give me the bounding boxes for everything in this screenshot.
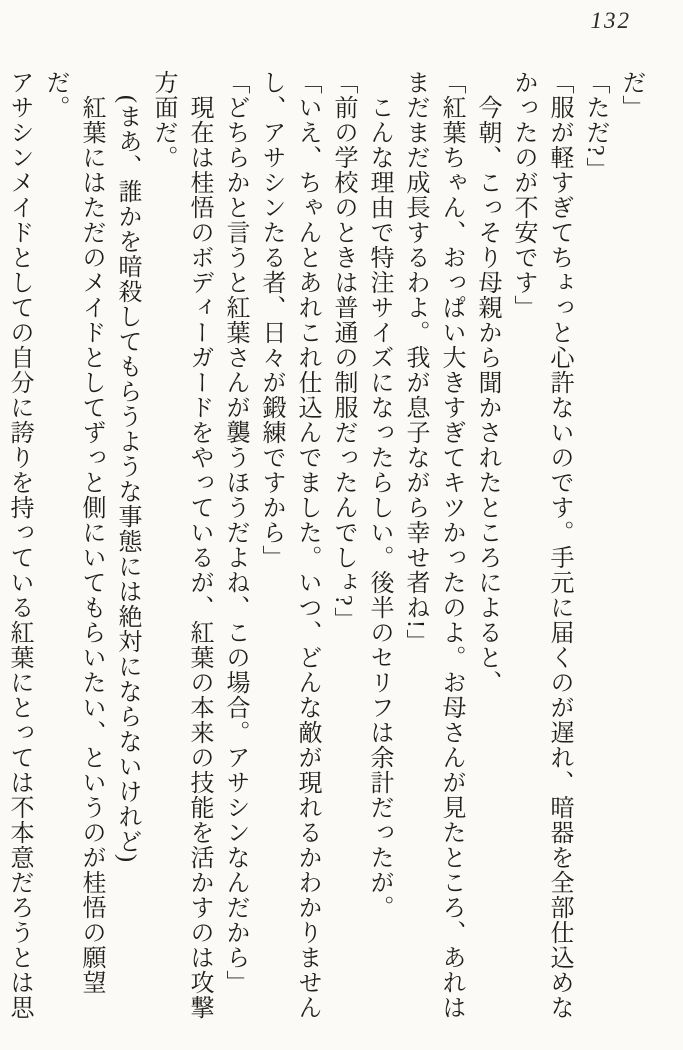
text-line: し、アサシンたる者、日々が鍛練ですから」 <box>258 70 284 570</box>
text-line: 「前の学校のときは普通の制服だったんでしょ?」 <box>330 70 356 632</box>
text-line: 「どちらかと言うと紅葉さんが襲うほうだよね、この場合。アサシンなんだから」 <box>222 70 248 995</box>
text-line: 「紅葉ちゃん、おっぱい大きすぎてキツかったのよ。お母さんが見たところ、あれは <box>438 70 464 1020</box>
text-line: 今朝、こっそり母親から聞かされたところによると、 <box>474 95 500 695</box>
text-line: かったのが不安です」 <box>510 70 536 320</box>
text-line: まだまだ成長するわよ。我が息子ながら幸せ者ね!」 <box>402 70 428 654</box>
text-line: 紅葉にはただのメイドとしてずっと側にいてもらいたい、というのが桂悟の願望だ。 <box>42 70 104 995</box>
text-line: 方面だ。 <box>150 70 176 170</box>
text-line: (まあ、誰かを暗殺してもらうような事態には絶対にならないけれど) <box>114 95 140 863</box>
page-number: 132 <box>590 8 631 33</box>
text-block <box>1 70 649 1020</box>
text-line: 現在は桂悟のボディーガードをやっているが、紅葉の本来の技能を活かすのは攻撃 <box>186 95 212 1020</box>
text-line: アサシンメイドとしての自分に誇りを持っている紅葉にとっては不本意だろうとは思 <box>6 70 32 1020</box>
text-line: 「服が軽すぎてちょっと心許ないのです。手元に届くのが遅れ、暗器を全部仕込めな <box>546 70 572 1020</box>
text-line: こんな理由で特注サイズになったらしい。後半のセリフは余計だったが。 <box>366 95 392 920</box>
text-line: 「いえ、ちゃんとあれこれ仕込んでました。いつ、どんな敵が現れるかわかりません <box>294 70 320 1020</box>
text-line: 「ただ?」 <box>582 70 608 182</box>
text-line: だ」 <box>618 70 644 120</box>
